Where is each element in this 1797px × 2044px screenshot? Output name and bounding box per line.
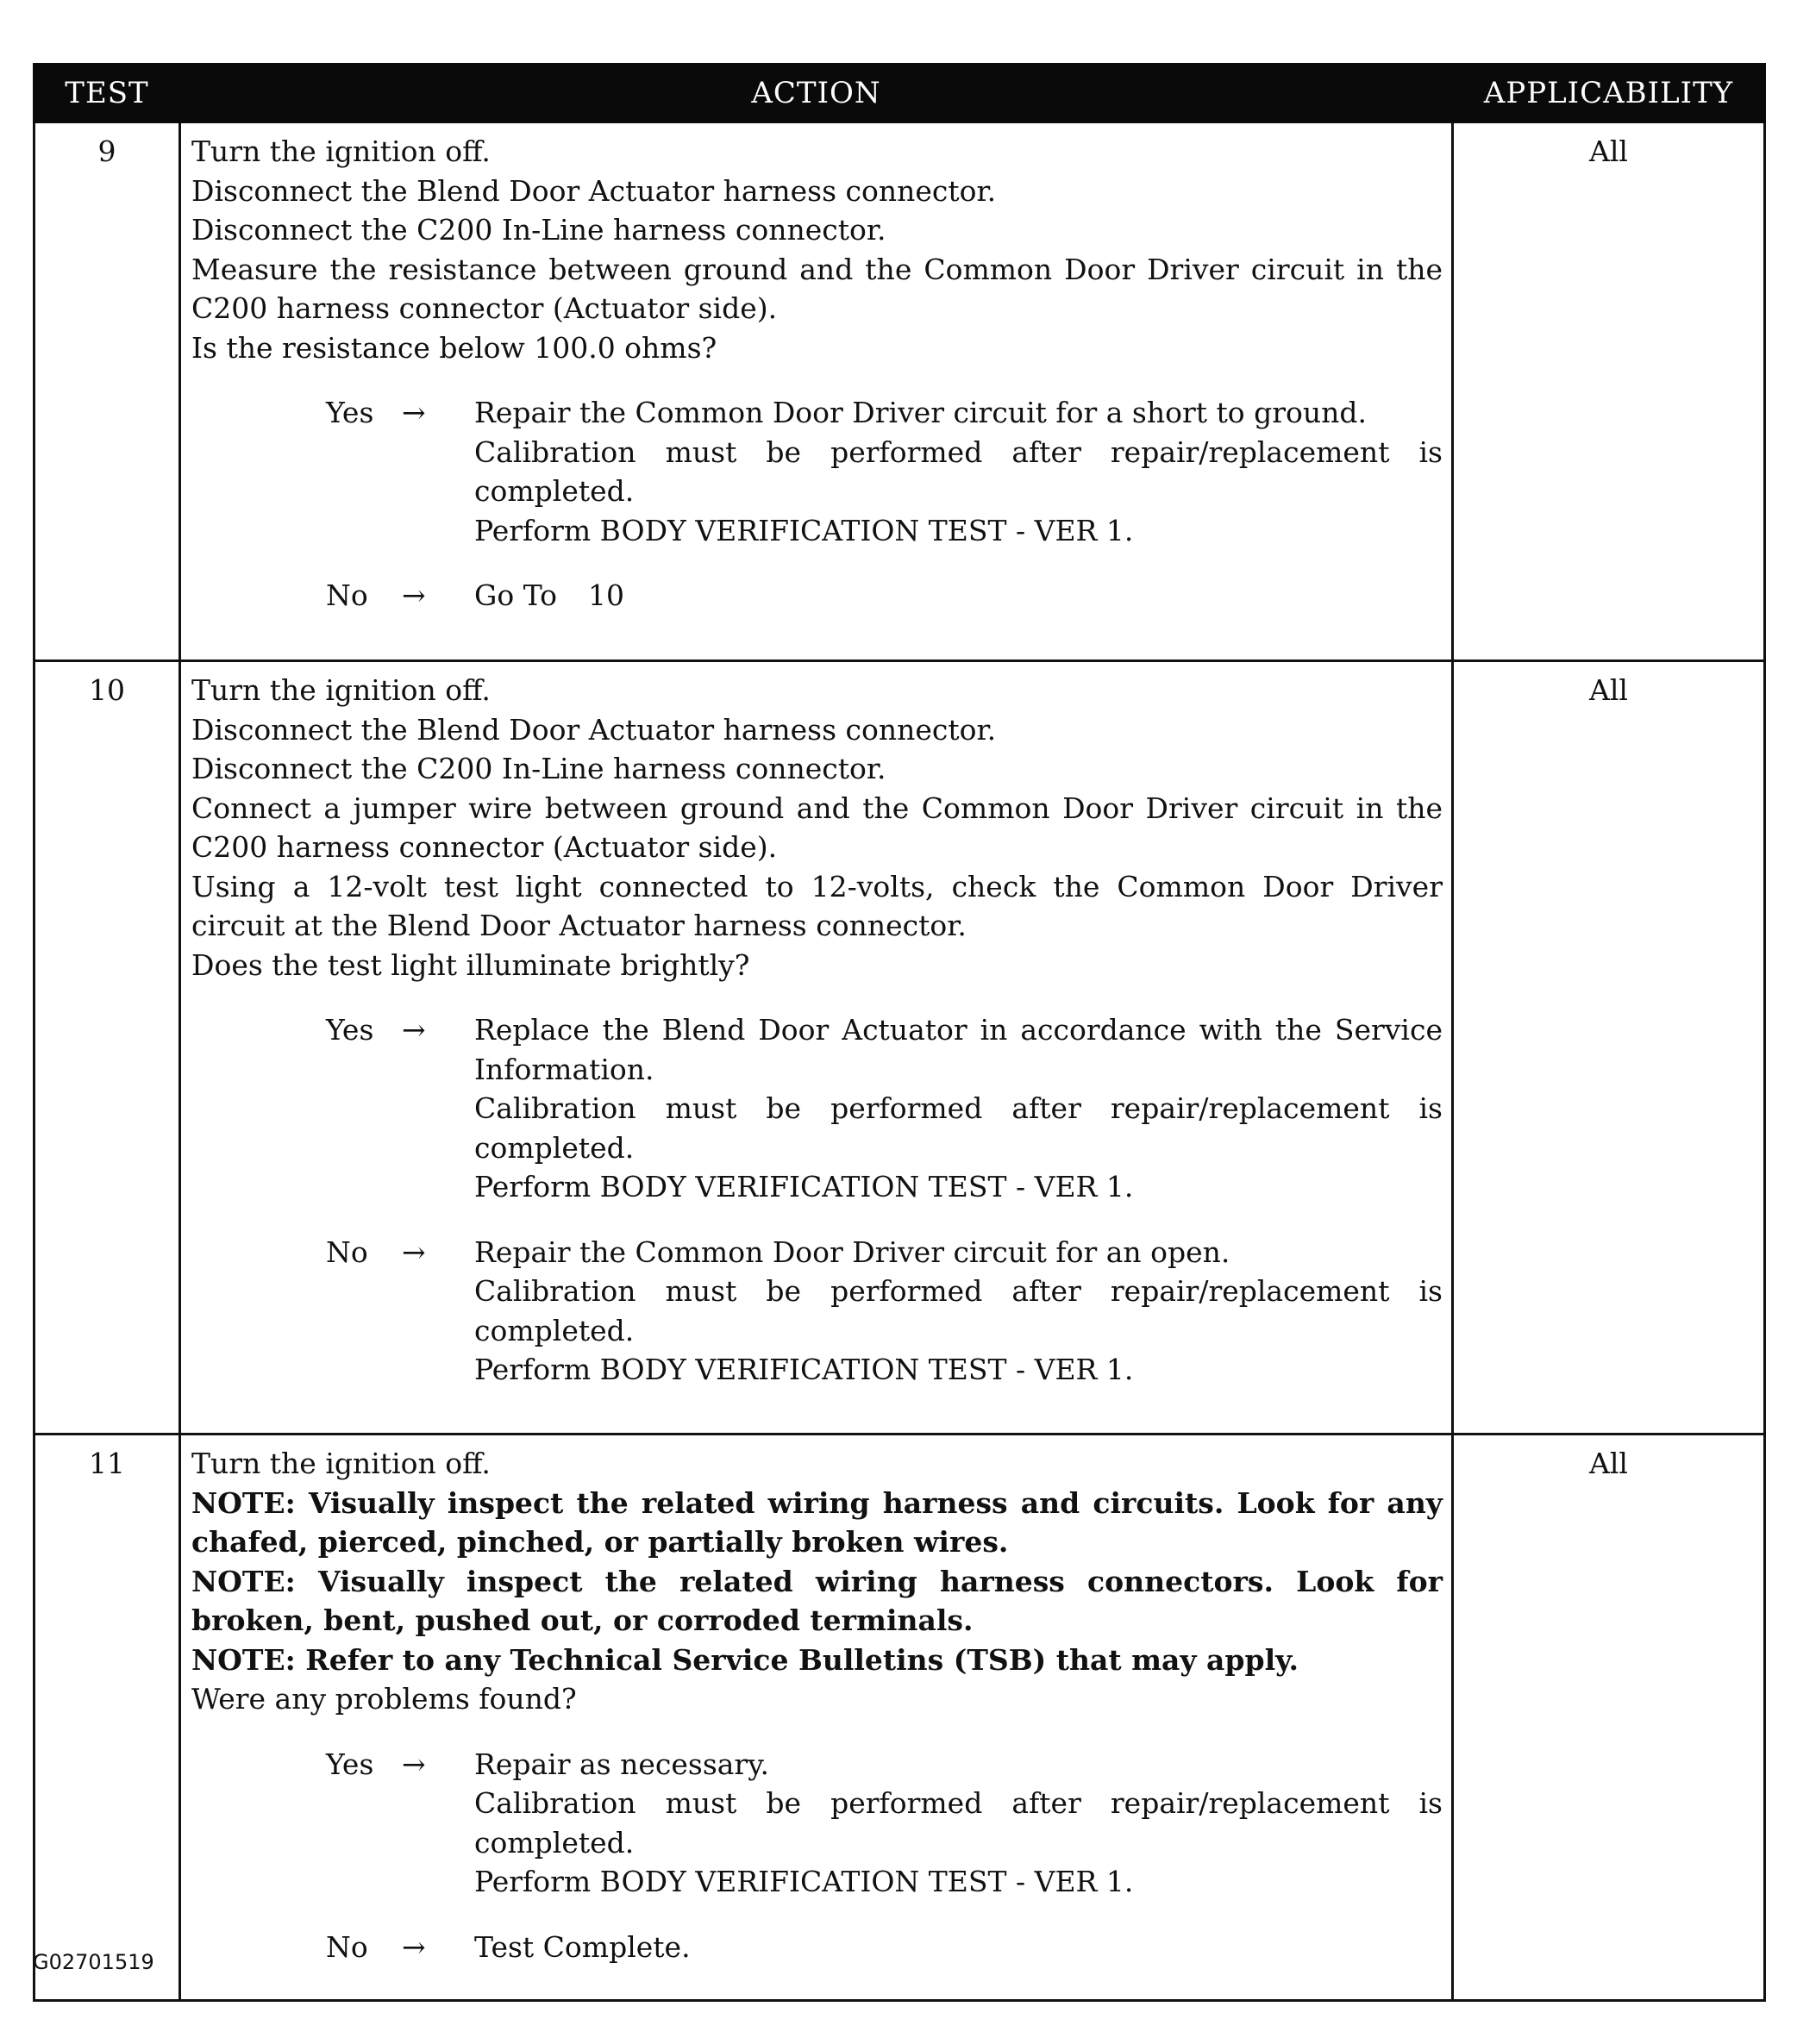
goto-text: Go To: [474, 578, 558, 612]
outcome-line: Perform BODY VERIFICATION TEST - VER 1.: [474, 1170, 1134, 1203]
action-step: Disconnect the C200 In-Line harness connector.: [191, 752, 886, 785]
outcome-no: [191, 1233, 1443, 1390]
outcome-line: Calibration must be performed after repair/replacement is completed.: [474, 434, 1443, 508]
goto-target: 10: [588, 578, 625, 612]
outcome-label-yes: Yes: [326, 396, 374, 429]
action-cell: [180, 122, 1453, 661]
action-step: Turn the ignition off.: [191, 134, 491, 168]
action-step: Does the test light illuminate brightly?: [191, 947, 750, 982]
arrow-right-icon: →: [402, 396, 426, 429]
outcome-line: Calibration must be performed after repair/replacement is completed.: [474, 1091, 1443, 1165]
column-header-action: ACTION: [180, 65, 1453, 122]
action-step: Turn the ignition off.: [191, 673, 491, 707]
outcome-line: Repair the Common Door Driver circuit for an open.: [474, 1235, 1230, 1269]
outcome-line: Test Complete.: [474, 1929, 691, 1964]
outcome-line: Repair as necessary.: [474, 1747, 769, 1781]
outcome-line: Replace the Blend Door Actuator in accordance with the Service Information.: [474, 1013, 1443, 1086]
arrow-right-icon: →: [402, 1929, 426, 1964]
column-header-applicability: APPLICABILITY: [1453, 65, 1765, 122]
outcome-label-yes: Yes: [326, 1747, 374, 1781]
outcome-line: Perform BODY VERIFICATION TEST - VER 1.: [474, 513, 1134, 547]
test-number: 9: [34, 122, 180, 661]
action-cell: [180, 661, 1453, 1435]
outcome-no: [191, 1928, 1443, 1967]
outcome-label-no: No: [326, 1929, 368, 1964]
outcome-label-yes: Yes: [326, 1013, 374, 1047]
action-step: Disconnect the Blend Door Actuator harness connector.: [191, 173, 997, 208]
outcome-line: Perform BODY VERIFICATION TEST - VER 1.: [474, 1865, 1134, 1898]
table-row: [34, 122, 1765, 661]
outcome-line: Repair the Common Door Driver circuit for a short to ground.: [474, 396, 1367, 429]
outcome-yes: [191, 1745, 1443, 1902]
arrow-right-icon: →: [402, 1013, 426, 1047]
table-row: [34, 661, 1765, 1435]
column-header-test: TEST: [34, 65, 180, 122]
figure-id: G02701519: [33, 1950, 154, 1974]
action-cell: [180, 1435, 1453, 2001]
applicability-value: All: [1453, 122, 1765, 661]
applicability-value: All: [1453, 1435, 1765, 2001]
action-step: Disconnect the C200 In-Line harness connector.: [191, 213, 886, 247]
action-step: Disconnect the Blend Door Actuator harness connector.: [191, 712, 997, 747]
action-note: NOTE: Refer to any Technical Service Bulletins (TSB) that may apply.: [191, 1642, 1299, 1677]
action-note: NOTE: Visually inspect the related wiring harness connectors. Look for broken, bent, pushed out, or corroded terminals.: [191, 1564, 1443, 1637]
outcome-line: Perform BODY VERIFICATION TEST - VER 1.: [474, 1353, 1134, 1386]
test-number: 10: [34, 661, 180, 1435]
action-note: NOTE: Visually inspect the related wiring harness and circuits. Look for any chafed, pierced, pinched, or partially broken wires.: [191, 1485, 1443, 1559]
action-step: Were any problems found?: [191, 1682, 577, 1716]
action-step: Using a 12-volt test light connected to 12-volts, check the Common Door Driver circuit at the Blend Door Actuator harness connector.: [191, 869, 1443, 942]
outcome-no: [191, 576, 1443, 616]
outcome-yes: [191, 1010, 1443, 1207]
action-step: Is the resistance below 100.0 ohms?: [191, 330, 717, 365]
arrow-right-icon: →: [402, 1747, 426, 1781]
outcome-line: Calibration must be performed after repair/replacement is completed.: [474, 1786, 1443, 1860]
outcome-label-no: No: [326, 578, 368, 612]
action-step: Connect a jumper wire between ground and the Common Door Driver circuit in the C200 harness connector (Actuator side).: [191, 791, 1443, 864]
table-row: [34, 1435, 1765, 2001]
table-header-row: [34, 65, 1765, 122]
test-number: 11: [34, 1435, 180, 2001]
outcome-label-no: No: [326, 1235, 368, 1269]
action-step: Measure the resistance between ground and the Common Door Driver circuit in the C200 harness connector (Actuator side).: [191, 252, 1443, 325]
diagnostic-test-table: [33, 63, 1766, 2002]
outcome-line: Calibration must be performed after repair/replacement is completed.: [474, 1274, 1443, 1347]
outcome-yes: [191, 393, 1443, 550]
arrow-right-icon: →: [402, 578, 426, 612]
applicability-value: All: [1453, 661, 1765, 1435]
action-step: Turn the ignition off.: [191, 1447, 491, 1480]
arrow-right-icon: →: [402, 1235, 426, 1269]
